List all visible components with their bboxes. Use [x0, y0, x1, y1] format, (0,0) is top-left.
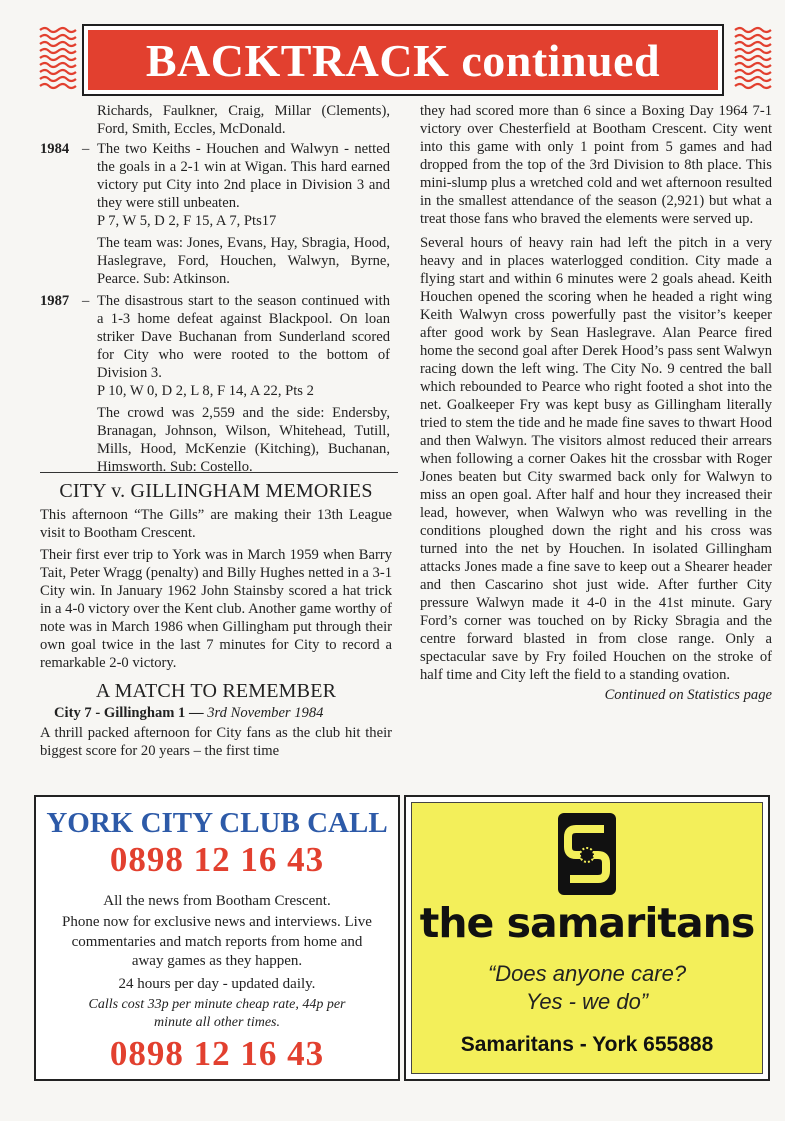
- entry-text: The disastrous start to the season continued with a 1-3 home defeat against Blackpool. On loan striker Dave Buchanan from Sunderland scored for City who were rooted to the bottom of Division 3.: [97, 293, 390, 381]
- samaritans-contact: Samaritans - York 655888: [460, 1033, 714, 1056]
- samaritans-name: the samaritans: [419, 899, 755, 947]
- clubcall-advert: [34, 795, 400, 1081]
- match-intro: A thrill packed afternoon for City fans as the club hit their biggest score for 20 years – the first time: [40, 725, 392, 759]
- entry-year: 1984: [40, 141, 70, 157]
- clubcall-rates: Calls cost 33p per minute cheap rate, 44p per minute all other times.: [88, 996, 346, 1030]
- clubcall-phone-top: 0898 12 16 43: [109, 840, 325, 879]
- entry-team: The crowd was 2,559 and the side: Endersby, Branagan, Johnson, Wilson, Whitehead, Tutill, Mills, Hood, McKenzie (Kitching), Buchanan, Himsworth. Sub: Costello.: [97, 405, 390, 475]
- entry-1984: [40, 140, 390, 288]
- samaritans-advert: [404, 795, 770, 1081]
- memories-intro: This afternoon “The Gills” are making their 13th League visit to Bootham Crescent.: [40, 507, 392, 541]
- continued-note: Continued on Statistics page: [604, 687, 772, 703]
- entry-stats: P 7, W 5, D 2, F 15, A 7, Pts17: [97, 213, 277, 229]
- clubcall-line-2: Phone now for exclusive news and interviews. Live commentaries and match reports from home and away games as they happen.: [62, 914, 372, 969]
- entry-text: The two Keiths - Houchen and Walwyn - netted the goals in a 2-1 win at Wigan. This hard earned victory put City into 2nd place in Division 3 and they were still unbeaten.: [97, 141, 390, 211]
- lineup-continued: Richards, Faulkner, Craig, Millar (Clements), Ford, Smith, Eccles, McDonald.: [97, 103, 390, 137]
- entry-1987: [40, 292, 390, 476]
- match-heading: A MATCH TO REMEMBER: [95, 680, 337, 702]
- clubcall-line-3: 24 hours per day - updated daily.: [118, 975, 316, 992]
- memories-body: Their first ever trip to York was in March 1959 when Barry Tait, Peter Wragg (penalty) and Billy Hughes netted in a 3-1 City win. In January 1962 John Stainsby scored a hat trick in a 4-0 victory over the Kent club. Another game worthy of note was in March 1986 when Gillingham put through their own goal twice in the last 7 minutes for City to record a remarkable 2-0 victory.: [40, 547, 392, 671]
- right-column: [420, 102, 772, 704]
- entry-stats: P 10, W 0, D 2, L 8, F 14, A 22, Pts 2: [97, 383, 314, 399]
- samaritans-quote-1: “Does anyone care?: [487, 961, 687, 986]
- entry-year: 1987: [40, 293, 70, 309]
- memories-section: [40, 482, 392, 760]
- samaritans-quote-2: Yes - we do”: [525, 989, 649, 1014]
- memories-heading: CITY v. GILLINGHAM MEMORIES: [59, 480, 373, 502]
- samaritans-logo: [558, 813, 616, 895]
- left-column: [40, 102, 390, 476]
- entry-dash: –: [82, 293, 90, 309]
- clubcall-line-1: All the news from Bootham Crescent.: [103, 893, 331, 909]
- page-title: BACKTRACK continued: [145, 34, 661, 86]
- match-subheading: [40, 704, 392, 722]
- wave-decoration-left: [38, 24, 78, 92]
- report-para-2: Several hours of heavy rain had left the pitch in a very heavy and in places waterlogged condition. City made a flying start and within 6 minutes were 2 goals ahead. Keith Houchen opened the scoring when he headed a right wing Keith Walwyn cross powerfully past the visitor’s keeper after good work by Sean Haslegrave. Alan Pearce fired home the second goal after Derek Hood’s pass sent Walwyn racing down the left wing. The City No. 9 centred the ball which rebounded to Pearce who right footed a shot into the net. Goalkeeper Fry was kept busy as Gillingham literally tried to stem the tide and he made fine saves to thwart Hood and then Walwyn. The visitors almost reduced their arrears when following a corner Oakes hit the crossbar with Roger Jones beaten but City swarmed back only for Walwyn to miss an open goal. After half and hour they increased their lead, however, when Walwyn who was revelling in the conditions ploughed down the right and his cross was turned into the net by Houchen. In isolated Gillingham attacks Jones made a fine save to keep out a Shearer header and then Cascarino shot just wide. After further City pressure Walwyn made it 4-0 in the 41st minute. Gary Ford’s corner was touched on by Ricky Sbragia and the centre forward blasted in from close range. Only a spectacular save by Fry foiled Houchen on the stroke of half time and City left the field to a standing ovation.: [420, 235, 772, 683]
- header-banner: [82, 24, 724, 96]
- match-score: City 7 - Gillingham 1 —: [54, 705, 204, 721]
- clubcall-title: YORK CITY CLUB CALL: [46, 807, 388, 839]
- section-divider: [40, 472, 398, 473]
- samaritans-s-icon: [558, 813, 616, 895]
- wave-decoration-right: [733, 24, 773, 92]
- report-para-1: they had scored more than 6 since a Boxing Day 1964 7-1 victory over Chesterfield at Bootham Crescent. City went into this game with only 1 point from 5 games and had dropped from the top of the 3rd Division to 8th place. This mini-slump plus a wretched cold and wet afternoon resulted in the smallest attendance of the season (2,921) but what a treat those fans who braved the elements were served up.: [420, 103, 772, 227]
- entry-team: The team was: Jones, Evans, Hay, Sbragia, Hood, Haslegrave, Ford, Houchen, Walwyn, Byrne, Pearce. Sub: Atkinson.: [97, 235, 390, 287]
- match-date: 3rd November 1984: [207, 705, 324, 721]
- entry-dash: –: [82, 141, 90, 157]
- clubcall-phone-bottom: 0898 12 16 43: [109, 1033, 325, 1073]
